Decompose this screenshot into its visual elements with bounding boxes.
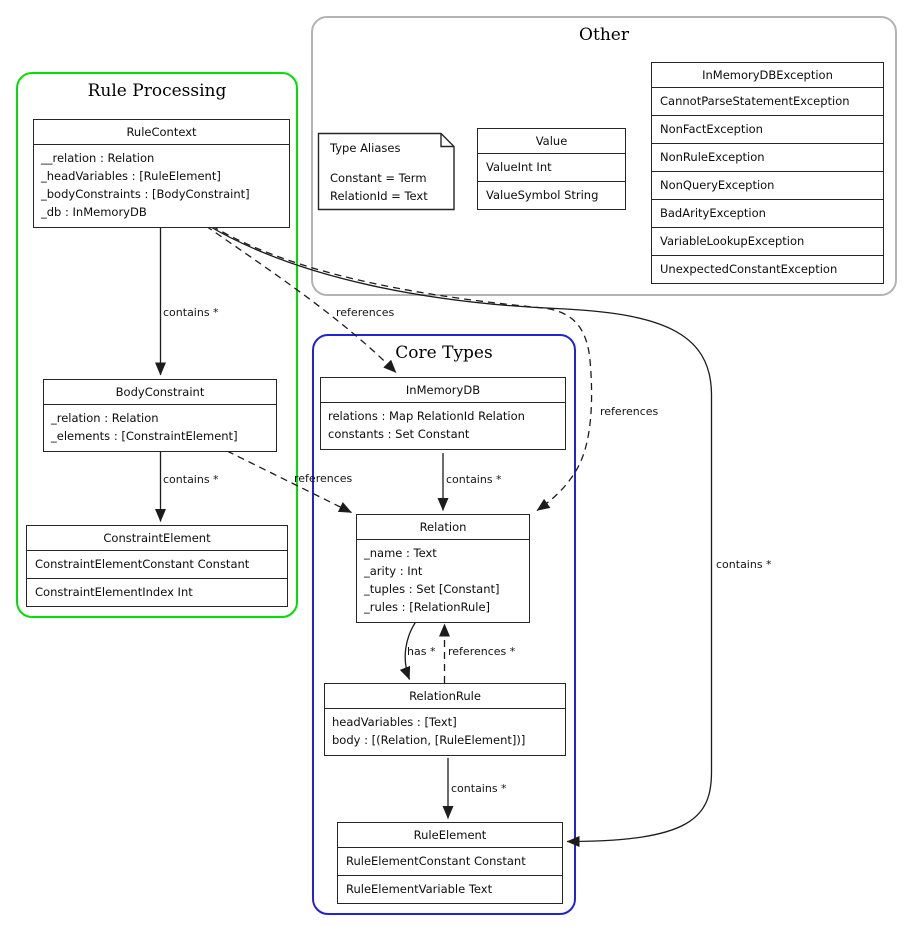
edge-rulecontext-inmemorydb bbox=[206, 226, 396, 373]
variant-row: CannotParseStatementException bbox=[652, 88, 883, 116]
group-title-other: Other bbox=[579, 25, 629, 45]
variant-row: ValueInt Int bbox=[478, 154, 625, 182]
attribute: constants : Set Constant bbox=[328, 427, 470, 441]
class-rulecontext-title: RuleContext bbox=[34, 120, 289, 145]
attribute: _elements : [ConstraintElement] bbox=[51, 429, 238, 443]
class-ruleelement bbox=[337, 822, 563, 904]
attribute: _rules : [RelationRule] bbox=[364, 600, 491, 614]
class-relation-attributes bbox=[357, 540, 529, 622]
variant-row: BadArityException bbox=[652, 200, 883, 228]
class-constraintelement bbox=[26, 525, 288, 607]
edge-label-has: has * bbox=[407, 645, 436, 658]
variant-row: NonQueryException bbox=[652, 172, 883, 200]
class-rulecontext bbox=[33, 119, 290, 228]
class-relation-title: Relation bbox=[357, 515, 529, 540]
variant-row: NonFactException bbox=[652, 116, 883, 144]
edge-label-references: references bbox=[600, 405, 659, 418]
variant-row: ConstraintElementConstant Constant bbox=[27, 551, 287, 579]
class-relationrule bbox=[324, 683, 566, 756]
class-relationrule-title: RelationRule bbox=[325, 684, 565, 709]
variant-row: ValueSymbol String bbox=[486, 188, 599, 202]
class-relationrule-attributes bbox=[325, 709, 565, 755]
attribute: _arity : Int bbox=[364, 564, 423, 578]
attribute: _relation : Relation bbox=[51, 411, 159, 425]
attribute: _bodyConstraints : [BodyConstraint] bbox=[41, 187, 250, 201]
edge-label-contains: contains * bbox=[716, 558, 772, 571]
edge-label-contains: contains * bbox=[451, 782, 507, 795]
edge-label-contains: contains * bbox=[163, 473, 219, 486]
class-inmemorydb-attributes bbox=[321, 403, 565, 449]
attribute: headVariables : [Text] bbox=[332, 715, 457, 729]
note-lines bbox=[318, 155, 454, 205]
edge-rulecontext-relation bbox=[212, 226, 592, 511]
class-inmemorydbexception bbox=[651, 62, 884, 284]
variant-row: ConstraintElementIndex Int bbox=[35, 585, 193, 599]
edge-label-references: references * bbox=[448, 645, 516, 658]
variant-row: VariableLookupException bbox=[652, 228, 883, 256]
group-title-core-types: Core Types bbox=[395, 343, 493, 363]
group-title-rule-processing: Rule Processing bbox=[87, 81, 227, 101]
note-line: RelationId = Text bbox=[330, 189, 428, 203]
class-relation bbox=[356, 514, 530, 623]
class-ruleelement-title: RuleElement bbox=[338, 823, 562, 848]
attribute: _headVariables : [RuleElement] bbox=[41, 169, 221, 183]
attribute: body : [(Relation, [RuleElement])] bbox=[332, 733, 526, 747]
class-rulecontext-attributes bbox=[34, 145, 289, 227]
class-value bbox=[477, 128, 626, 210]
variant-row: RuleElementConstant Constant bbox=[338, 848, 562, 876]
variant-row: NonRuleException bbox=[652, 144, 883, 172]
class-constraintelement-title: ConstraintElement bbox=[27, 526, 287, 551]
note-title: Type Aliases bbox=[330, 141, 401, 155]
attribute: relations : Map RelationId Relation bbox=[328, 409, 525, 423]
note-type-aliases bbox=[318, 133, 454, 205]
edge-label-references: references bbox=[336, 306, 395, 319]
class-bodyconstraint bbox=[43, 379, 277, 452]
attribute: _db : InMemoryDB bbox=[41, 205, 147, 219]
class-inmemorydb-title: InMemoryDB bbox=[321, 378, 565, 403]
attribute: _tuples : Set [Constant] bbox=[364, 582, 500, 596]
variant-row: RuleElementVariable Text bbox=[346, 882, 493, 896]
class-bodyconstraint-attributes bbox=[44, 405, 276, 451]
attribute: _name : Text bbox=[364, 546, 437, 560]
edge-label-references: references bbox=[294, 472, 353, 485]
edge-label-contains: contains * bbox=[446, 473, 502, 486]
note-line: Constant = Term bbox=[330, 171, 427, 185]
class-bodyconstraint-title: BodyConstraint bbox=[44, 380, 276, 405]
class-value-title: Value bbox=[478, 129, 625, 154]
variant-row: UnexpectedConstantException bbox=[660, 262, 838, 276]
class-inmemorydbexception-title: InMemoryDBException bbox=[652, 63, 883, 88]
edge-label-contains: contains * bbox=[163, 306, 219, 319]
class-inmemorydb bbox=[320, 377, 566, 450]
attribute: __relation : Relation bbox=[41, 151, 155, 165]
